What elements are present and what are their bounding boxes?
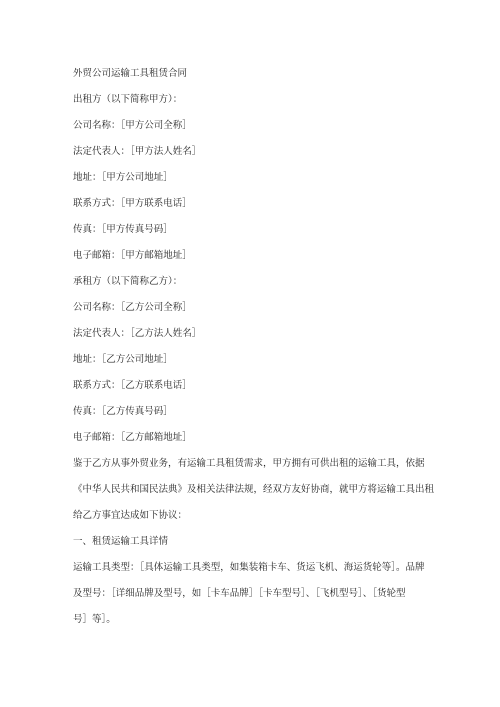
lessor-contact: 联系方式：［甲方联系电话］ [73,198,192,209]
lessor-company: 公司名称：［甲方公司全称］ [73,120,192,131]
lessor-heading: 出租方（以下简称甲方）： [73,94,183,105]
preamble-line: 鉴于乙方从事外贸业务，有运输工具租赁需求，甲方拥有可供出租的运输工具，依据 [73,458,425,469]
lessee-representative: 法定代表人：［乙方法人姓名］ [73,328,202,339]
lessor-address: 地址：［甲方公司地址］ [73,172,173,183]
section1-line: 运输工具类型：［具体运输工具类型，如集装箱卡车、货运飞机、海运货轮等］。品牌 [73,562,425,573]
lessor-email: 电子邮箱：［甲方邮箱地址］ [73,250,192,261]
lessee-fax: 传真：［乙方传真号码］ [73,406,173,417]
lessee-heading: 承租方（以下简称乙方）： [73,276,183,287]
section1-line: 号］等］。 [73,614,116,625]
preamble-line: 给乙方事宜达成如下协议： [73,510,188,521]
document-title: 外贸公司运输工具租赁合同 [73,68,188,79]
lessee-company: 公司名称：［乙方公司全称］ [73,302,192,313]
section1-body [73,555,433,633]
lessor-fax: 传真：［甲方传真号码］ [73,224,173,235]
lessee-email: 电子邮箱：［乙方邮箱地址］ [73,432,192,443]
lessor-representative: 法定代表人：［甲方法人姓名］ [73,146,202,157]
preamble-line: 《中华人民共和国民法典》及相关法律法规，经双方友好协商，就甲方将运输工具出租 [73,484,435,495]
lessee-address: 地址：［乙方公司地址］ [73,354,173,365]
section1-line: 及型号：［详细品牌及型号，如［卡车品牌］［卡车型号］、［飞机型号］、［货轮型 [73,588,406,599]
lessee-contact: 联系方式：［乙方联系电话］ [73,380,192,391]
section1-heading: 一、租赁运输工具详情 [73,536,169,547]
preamble-paragraph [73,451,433,529]
